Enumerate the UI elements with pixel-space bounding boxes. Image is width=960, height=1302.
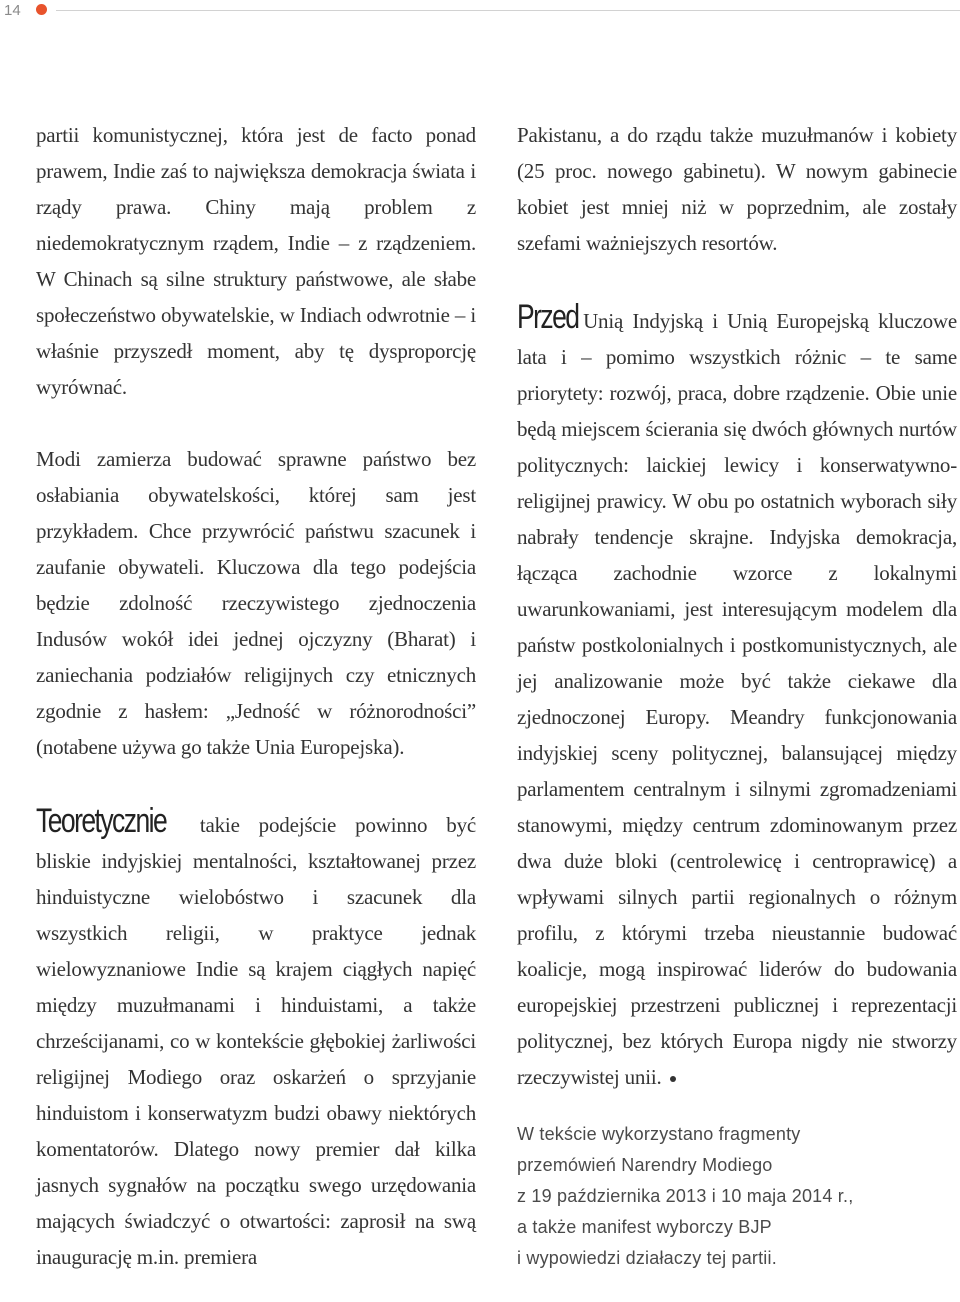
left-paragraph-3-text: takie podejście powinno być bliskie indyjskiej mentalności, kształtowanej przez hinduistyczne wielobóstwo i szacunek dla wszystkich religii, w praktyce jednak wielowyznaniowe Indie są krajem ciągłych napięć między muzułmanami i hinduistami, a także chrześcijanami, co w kontekście głębokiej żarliwości religijnej Modiego oraz oskarżeń o sprzyjanie hinduistom i konserwatyzm budzi obawy niektórych komentatorów. Dlatego nowy premier dał kilka jasnych sygnałów na początku swego urzędowania mających świadczyć o otwartości: zaprosił na swą inaugurację m.in. premiera: [36, 813, 476, 1269]
source-line: i wypowiedzi działaczy tej partii.: [517, 1248, 777, 1268]
right-paragraph-1: Pakistanu, a do rządu także muzułmanów i kobiety (25 proc. nowego gabinetu). W nowym gabinecie kobiet jest mniej niż w poprzednim, ale zostały szefami ważniejszych resortów.: [517, 123, 957, 255]
right-paragraph-2: [517, 299, 957, 1095]
source-note: [517, 1119, 957, 1274]
left-paragraph-3: [36, 803, 476, 1275]
right-column: [517, 117, 957, 1274]
lead-word-przed: Przed: [517, 298, 579, 336]
left-column: [36, 117, 476, 1275]
source-line: a także manifest wyborczy BJP: [517, 1217, 772, 1237]
accent-dot: [36, 4, 47, 15]
lead-word-teoretycznie: Teoretycznie: [36, 802, 167, 840]
page-number: 14: [4, 2, 21, 19]
end-bullet-icon: [670, 1076, 676, 1082]
left-paragraph-2: Modi zamierza budować sprawne państwo bez osłabiania obywatelskości, której sam jest przykładem. Chce przywrócić państwu szacunek i zaufanie obywateli. Kluczowa dla tego podejścia będzie zdolność rzeczywistego zjednoczenia Indusów wokół idei jednej ojczyzny (Bharat) i zaniechania podziałów religijnych czy etnicznych zgodnie z hasłem: „Jedność w różnorodności” (notabene używa go także Unia Europejska).: [36, 447, 476, 759]
source-line: przemówień Narendry Modiego: [517, 1155, 773, 1175]
source-line: z 19 października 2013 i 10 maja 2014 r.,: [517, 1186, 854, 1206]
page-header: [0, 0, 960, 24]
header-rule: [56, 10, 960, 11]
source-line: W tekście wykorzystano fragmenty: [517, 1124, 801, 1144]
right-paragraph-2-text: Unią Indyjską i Unią Europejską kluczowe lata i – pomimo wszystkich różnic – te same priorytety: rozwój, praca, dobre rządzenie. Obie unie będą miejscem ścierania się dwóch głównych nurtów politycznych: laickiej lewicy i konserwatywno-religijnej prawicy. W obu po ostatnich wyborach siły nabrały tendencje skrajne. Indyjska demokracja, łącząca zachodnie wzorce z lokalnymi uwarunkowaniami, jest interesującym modelem dla państw postkolonialnych i postkomunistycznych, ale jej analizowanie może być także ciekawe dla zjednoczonej Europy. Meandry funkcjonowania indyjskiej sceny politycznej, balansującej między parlamentem centralnym i silnymi zgromadzeniami stanowymi, między centrum zdominowanym przez dwa duże bloki (centrolewicę i centroprawicę) a wpływami silnych partii regionalnych o różnym profilu, z którymi trzeba nieustannie budować koalicje, mogą inspirować liderów do budowania europejskiej przestrzeni publicznej i reprezentacji politycznej, bez których Europa nigdy nie stworzy rzeczywistej unii.: [517, 309, 957, 1089]
left-paragraph-1: partii komunistycznej, która jest de facto ponad prawem, Indie zaś to największa demokracja świata i rządy prawa. Chiny mają problem z niedemokratycznym rządem, Indie – z rządzeniem. W Chinach są silne struktury państwowe, ale słabe społeczeństwo obywatelskie, w Indiach odwrotnie – i właśnie przyszedł moment, aby tę dysproporcję wyrównać.: [36, 123, 476, 399]
